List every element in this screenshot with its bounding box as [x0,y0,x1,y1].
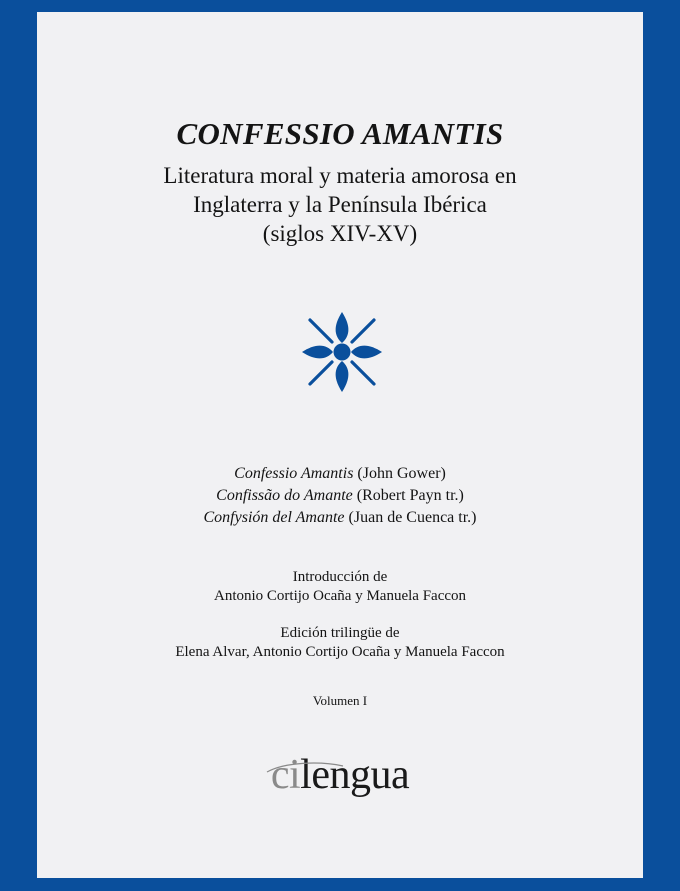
publisher-logo-part1: ci [270,752,301,798]
edition-authors: Elena Alvar, Antonio Cortijo Ocaña y Manuela Faccon [175,644,505,660]
subtitle-line-2: Inglaterra y la Península Ibérica [193,192,487,217]
edition-line-1 [37,463,643,485]
introduction-label: Introducción de [292,569,388,585]
publisher-logo-part2: lengua [300,752,410,798]
edition-detail-1: (John Gower) [353,465,446,482]
edition-detail-2: (Robert Payn tr.) [352,487,464,504]
introduction-authors: Antonio Cortijo Ocaña y Manuela Faccon [213,588,467,604]
edition-label: Edición trilingüe de [280,625,400,641]
book-cover-page [37,12,643,878]
subtitle-line-1: Literatura moral y materia amorosa en [163,163,517,188]
edition-line-3 [37,507,643,529]
fleuron-icon [298,308,386,396]
logo-swash-icon [265,760,345,776]
edition-detail-3: (Juan de Cuenca tr.) [344,509,477,526]
edition-title-1: Confessio Amantis [234,465,354,482]
edition-title-3: Confysión del Amante [203,509,345,526]
edition-title-2: Confissão do Amante [216,487,353,504]
edition-line-2 [37,485,643,507]
book-title: CONFESSIO AMANTIS [176,116,504,151]
volume-label: Volumen I [312,693,368,708]
subtitle-line-3: (siglos XIV-XV) [262,221,418,246]
